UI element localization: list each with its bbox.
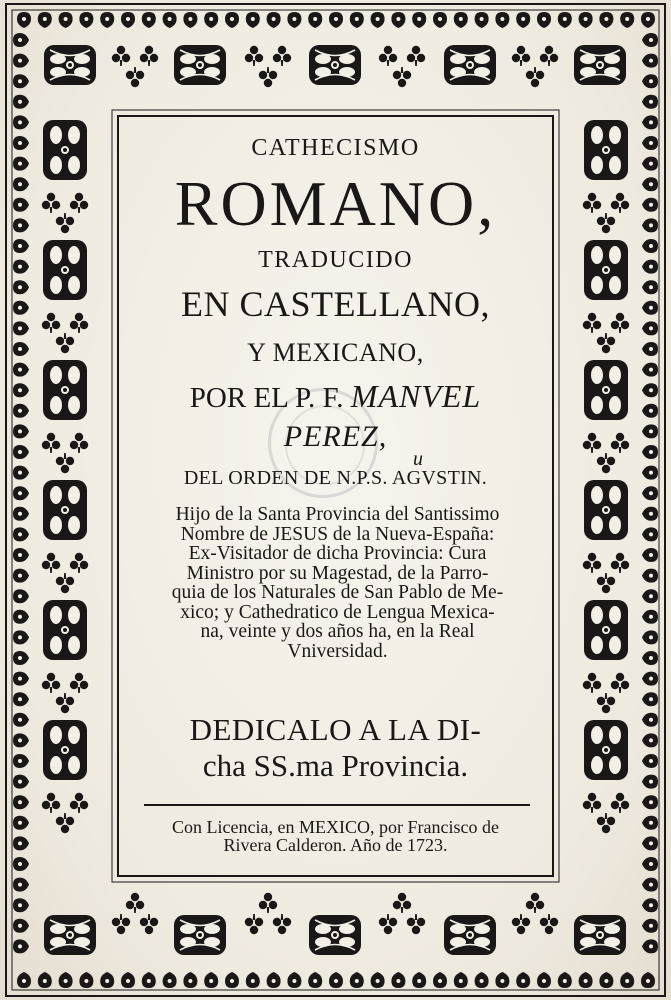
border-dingbat: [642, 630, 658, 644]
border-dingbat: [371, 972, 385, 988]
border-dingbat: [642, 878, 658, 892]
biography-line: Ministro por su Magestad, de la Parro-: [186, 562, 489, 584]
border-dingbat: [13, 836, 29, 850]
border-dingbat: [13, 177, 29, 191]
border-dingbat: [225, 972, 239, 988]
border-dingbat: [13, 857, 29, 871]
border-dingbat: [642, 672, 658, 686]
trefoil-ornament: [611, 433, 629, 453]
border-dingbat: [38, 972, 52, 988]
dedication-line-1: DEDICALO A LA DI-: [189, 712, 482, 747]
border-dingbat: [17, 972, 31, 988]
trefoil-ornament: [42, 793, 60, 813]
border-dingbat: [13, 342, 29, 356]
biography-line: xico; y Cathedratico de Lengua Mexica-: [180, 601, 495, 623]
border-dingbat: [642, 589, 658, 603]
trefoil-ornament: [70, 793, 88, 813]
border-dingbat: [620, 12, 634, 28]
arabesque-ornament: [309, 915, 361, 955]
border-dingbat: [13, 692, 29, 706]
arabesque-ornament: [43, 240, 87, 300]
border-dingbat: [475, 972, 489, 988]
border-dingbat: [13, 115, 29, 129]
trefoil-ornament: [70, 673, 88, 693]
byline-prefix: POR EL P. F.: [189, 382, 344, 414]
border-dingbat: [642, 754, 658, 768]
border-dingbat: [13, 54, 29, 68]
biography-line: quia de los Naturales de San Pablo de Me-: [171, 582, 504, 603]
trefoil-ornament: [407, 46, 425, 66]
border-dingbat: [642, 404, 658, 418]
trefoil-ornament: [611, 313, 629, 333]
border-dingbat: [412, 12, 426, 28]
trefoil-ornament: [42, 313, 60, 333]
trefoil-ornament: [56, 693, 74, 713]
border-dingbat: [13, 157, 29, 171]
border-dingbat: [59, 972, 73, 988]
border-dingbat: [13, 445, 29, 459]
border-dingbat: [642, 136, 658, 150]
border-dingbat: [641, 12, 655, 28]
border-dingbat: [183, 972, 197, 988]
border-dingbat: [642, 280, 658, 294]
border-dingbat: [558, 972, 572, 988]
border-dingbat: [13, 610, 29, 624]
border-dingbat: [433, 12, 447, 28]
border-dingbat: [642, 898, 658, 912]
arabesque-ornament: [43, 120, 87, 180]
border-dingbat: [13, 404, 29, 418]
border-dingbat: [642, 486, 658, 500]
biography-line: Ex-Visitador de dicha Provincia: Cura: [188, 543, 487, 564]
arabesque-ornament: [584, 360, 628, 420]
border-dingbat: [642, 939, 658, 953]
border-dingbat: [204, 12, 218, 28]
border-dingbat: [13, 239, 29, 253]
border-dingbat: [642, 569, 658, 583]
border-dingbat: [13, 260, 29, 274]
trefoil-ornament: [611, 673, 629, 693]
trefoil-ornament: [56, 453, 74, 473]
author-first-name: MANVEL: [350, 378, 482, 414]
horizontal-rule: [144, 804, 530, 806]
title-line-traducido: TRADUCIDO: [258, 247, 413, 273]
border-dingbat: [13, 95, 29, 109]
border-dingbat: [13, 486, 29, 500]
border-dingbat: [475, 12, 489, 28]
trefoil-ornament: [273, 914, 291, 934]
trefoil-ornament: [112, 46, 130, 66]
border-dingbat: [371, 12, 385, 28]
trefoil-ornament: [112, 914, 130, 934]
border-dingbat: [642, 177, 658, 191]
border-dingbat: [79, 972, 93, 988]
trefoil-ornament: [56, 213, 74, 233]
trefoil-ornament: [56, 573, 74, 593]
border-dingbat: [642, 692, 658, 706]
trefoil-ornament: [597, 333, 615, 353]
border-dingbat: [642, 301, 658, 315]
border-dingbat: [642, 260, 658, 274]
border-dingbat: [495, 12, 509, 28]
border-dingbat: [13, 672, 29, 686]
border-dingbat: [433, 972, 447, 988]
arabesque-ornament: [44, 45, 96, 85]
trefoil-ornament: [126, 67, 144, 87]
border-dingbat: [38, 12, 52, 28]
trefoil-ornament: [393, 67, 411, 87]
title-line-cathecismo: CATHECISMO: [251, 135, 420, 161]
trefoil-ornament: [379, 46, 397, 66]
border-dingbat: [13, 630, 29, 644]
arabesque-ornament: [43, 360, 87, 420]
title-line-mexicano: Y MEXICANO,: [247, 338, 424, 367]
border-dingbat: [642, 919, 658, 933]
trefoil-ornament: [597, 693, 615, 713]
trefoil-ornament: [126, 893, 144, 913]
border-dingbat: [13, 301, 29, 315]
border-dingbat: [163, 12, 177, 28]
border-dingbat: [642, 445, 658, 459]
dedication-line-2: cha SS.ma Provincia.: [202, 748, 469, 783]
trefoil-ornament: [526, 67, 544, 87]
arabesque-ornament: [584, 720, 628, 780]
trefoil-ornament: [42, 553, 60, 573]
arabesque-ornament: [574, 915, 626, 955]
border-dingbat: [287, 972, 301, 988]
trefoil-ornament: [597, 213, 615, 233]
border-dingbat: [495, 972, 509, 988]
border-dingbat: [579, 972, 593, 988]
border-dingbat: [183, 12, 197, 28]
border-dingbat: [100, 972, 114, 988]
biography-line: Nombre de JESUS de la Nueva-España:: [180, 523, 495, 545]
border-dingbat: [537, 12, 551, 28]
trefoil-ornament: [611, 793, 629, 813]
border-dingbat: [267, 972, 281, 988]
border-dingbat: [641, 972, 655, 988]
trefoil-ornament: [512, 46, 530, 66]
border-dingbat: [246, 972, 260, 988]
arabesque-ornament: [43, 480, 87, 540]
border-dingbat: [642, 54, 658, 68]
border-dingbat: [13, 218, 29, 232]
border-dingbat: [599, 12, 613, 28]
border-dingbat: [13, 939, 29, 953]
arabesque-ornament: [44, 915, 96, 955]
trefoil-ornament: [611, 553, 629, 573]
arabesque-ornament: [444, 915, 496, 955]
arabesque-ornament: [584, 240, 628, 300]
trefoil-ornament: [526, 893, 544, 913]
border-dingbat: [642, 74, 658, 88]
trefoil-ornament: [259, 67, 277, 87]
border-dingbat: [391, 972, 405, 988]
border-dingbat: [642, 610, 658, 624]
border-dingbat: [13, 898, 29, 912]
order-line: DEL ORDEN DE N.P.S. AGVSTIN.: [183, 467, 488, 489]
arabesque-ornament: [174, 915, 226, 955]
border-dingbat: [13, 507, 29, 521]
trefoil-ornament: [583, 793, 601, 813]
border-dingbat: [13, 548, 29, 562]
trefoil-ornament: [42, 433, 60, 453]
title-line-castellano: EN CASTELLANO,: [181, 284, 490, 324]
trefoil-ornament: [583, 313, 601, 333]
trefoil-ornament: [611, 193, 629, 213]
border-dingbat: [642, 424, 658, 438]
border-dingbat: [642, 713, 658, 727]
trefoil-ornament: [56, 813, 74, 833]
arabesque-ornament: [584, 480, 628, 540]
border-dingbat: [642, 795, 658, 809]
border-dingbat: [13, 795, 29, 809]
biography-line: Vniversidad.: [287, 640, 388, 662]
border-dingbat: [13, 733, 29, 747]
border-dingbat: [121, 972, 135, 988]
trefoil-ornament: [583, 673, 601, 693]
border-dingbat: [13, 363, 29, 377]
border-dingbat: [13, 527, 29, 541]
border-dingbat: [579, 12, 593, 28]
border-dingbat: [13, 569, 29, 583]
border-dingbat: [13, 383, 29, 397]
border-dingbat: [142, 12, 156, 28]
title-text-panel: [120, 118, 551, 874]
arabesque-ornament: [174, 45, 226, 85]
border-dingbat: [13, 919, 29, 933]
trefoil-ornament: [540, 46, 558, 66]
title-line-romano: ROMANO,: [174, 168, 497, 239]
trefoil-ornament: [273, 46, 291, 66]
arabesque-ornament: [584, 600, 628, 660]
trefoil-ornament: [70, 193, 88, 213]
trefoil-ornament: [597, 813, 615, 833]
border-dingbat: [13, 878, 29, 892]
border-dingbat: [267, 12, 281, 28]
arabesque-ornament: [574, 45, 626, 85]
border-dingbat: [13, 280, 29, 294]
border-dingbat: [642, 836, 658, 850]
border-dingbat: [246, 12, 260, 28]
biography-line: na, veinte y dos años ha, en la Real: [200, 621, 475, 642]
trefoil-ornament: [245, 46, 263, 66]
border-dingbat: [13, 589, 29, 603]
border-dingbat: [350, 12, 364, 28]
border-dingbat: [13, 321, 29, 335]
trefoil-ornament: [140, 46, 158, 66]
border-dingbat: [13, 198, 29, 212]
trefoil-ornament: [56, 333, 74, 353]
border-dingbat: [642, 198, 658, 212]
border-dingbat: [142, 972, 156, 988]
border-dingbat: [13, 816, 29, 830]
border-dingbat: [204, 972, 218, 988]
border-dingbat: [163, 972, 177, 988]
arabesque-ornament: [43, 600, 87, 660]
imprint-line: Con Licencia, en MEXICO, por Francisco de: [172, 817, 499, 837]
border-dingbat: [642, 466, 658, 480]
border-dingbat: [308, 12, 322, 28]
trefoil-ornament: [583, 553, 601, 573]
border-dingbat: [13, 775, 29, 789]
border-dingbat: [412, 972, 426, 988]
trefoil-ornament: [583, 433, 601, 453]
author-last-name: PEREZ,: [283, 420, 388, 453]
border-dingbat: [59, 12, 73, 28]
author-biography: [122, 505, 553, 661]
border-dingbat: [329, 12, 343, 28]
border-dingbat: [642, 342, 658, 356]
border-dingbat: [13, 466, 29, 480]
border-dingbat: [13, 713, 29, 727]
border-dingbat: [516, 972, 530, 988]
border-dingbat: [642, 816, 658, 830]
border-dingbat: [350, 972, 364, 988]
border-dingbat: [642, 857, 658, 871]
border-dingbat: [537, 972, 551, 988]
border-dingbat: [642, 95, 658, 109]
border-dingbat: [391, 12, 405, 28]
border-dingbat: [516, 12, 530, 28]
border-dingbat: [13, 136, 29, 150]
border-dingbat: [642, 33, 658, 47]
trefoil-ornament: [597, 573, 615, 593]
border-dingbat: [642, 239, 658, 253]
border-dingbat: [642, 527, 658, 541]
border-dingbat: [642, 218, 658, 232]
arabesque-ornament: [584, 120, 628, 180]
border-dingbat: [642, 363, 658, 377]
border-dingbat: [13, 651, 29, 665]
trefoil-ornament: [259, 893, 277, 913]
border-dingbat: [642, 775, 658, 789]
border-dingbat: [642, 115, 658, 129]
border-dingbat: [558, 12, 572, 28]
border-dingbat: [454, 972, 468, 988]
border-dingbat: [308, 972, 322, 988]
trefoil-ornament: [597, 453, 615, 473]
border-dingbat: [642, 548, 658, 562]
trefoil-ornament: [407, 914, 425, 934]
trefoil-ornament: [245, 914, 263, 934]
border-dingbat: [642, 383, 658, 397]
border-dingbat: [287, 12, 301, 28]
border-dingbat: [121, 12, 135, 28]
trefoil-ornament: [583, 193, 601, 213]
border-dingbat: [329, 972, 343, 988]
trefoil-ornament: [393, 893, 411, 913]
border-dingbat: [642, 651, 658, 665]
manuscript-correction: u: [413, 448, 423, 470]
author-byline: [120, 380, 551, 413]
border-dingbat: [642, 157, 658, 171]
border-dingbat: [79, 12, 93, 28]
border-dingbat: [100, 12, 114, 28]
arabesque-ornament: [444, 45, 496, 85]
arabesque-ornament: [43, 720, 87, 780]
trefoil-ornament: [512, 914, 530, 934]
trefoil-ornament: [42, 193, 60, 213]
imprint: [120, 818, 551, 854]
border-dingbat: [13, 74, 29, 88]
trefoil-ornament: [540, 914, 558, 934]
trefoil-ornament: [70, 313, 88, 333]
border-dingbat: [642, 733, 658, 747]
trefoil-ornament: [379, 914, 397, 934]
trefoil-ornament: [42, 673, 60, 693]
trefoil-ornament: [70, 553, 88, 573]
imprint-line: Rivera Calderon. Año de 1723.: [223, 835, 448, 855]
border-dingbat: [13, 754, 29, 768]
border-dingbat: [17, 12, 31, 28]
arabesque-ornament: [309, 45, 361, 85]
biography-line: Hijo de la Santa Provincia del Santissimo: [175, 504, 500, 525]
border-dingbat: [642, 321, 658, 335]
border-dingbat: [454, 12, 468, 28]
border-dingbat: [599, 972, 613, 988]
border-dingbat: [642, 507, 658, 521]
trefoil-ornament: [70, 433, 88, 453]
border-dingbat: [225, 12, 239, 28]
trefoil-ornament: [140, 914, 158, 934]
border-dingbat: [13, 33, 29, 47]
border-dingbat: [13, 424, 29, 438]
border-dingbat: [620, 972, 634, 988]
